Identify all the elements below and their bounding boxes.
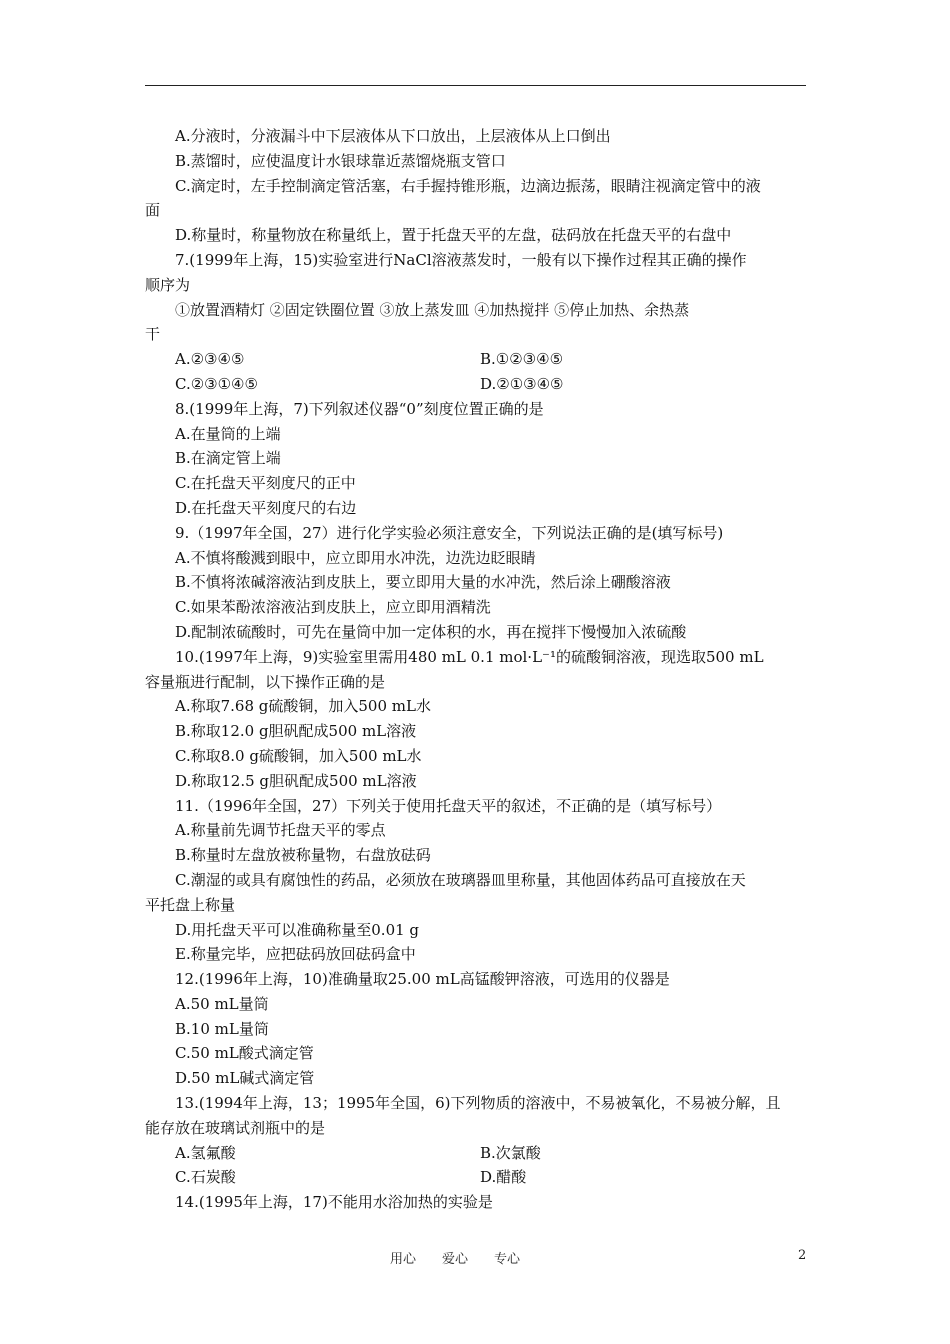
text-line-continuation: 容量瓶进行配制，以下操作正确的是 — [145, 672, 386, 691]
text-line: D.称取12.5 g胆矾配成500 mL溶液 — [175, 771, 417, 790]
text-line: C.50 mL酸式滴定管 — [175, 1044, 314, 1063]
option-pair — [145, 372, 806, 397]
text-line: B.称取12.0 g胆矾配成500 mL溶液 — [175, 722, 417, 741]
footer-motto — [390, 1248, 520, 1267]
footer-word: 爱心 — [442, 1252, 469, 1267]
text-line: A.称取7.68 g硫酸铜，加入500 mL水 — [175, 697, 431, 716]
text-line: D.配制浓硫酸时，可先在量筒中加一定体积的水，再在搅拌下慢慢加入浓硫酸 — [175, 622, 687, 641]
text-line: 11.（1996年全国，27）下列关于使用托盘天平的叙述，不正确的是（填写标号） — [175, 796, 722, 815]
text-line: A.50 mL量筒 — [175, 994, 269, 1013]
text-line: B.蒸馏时，应使温度计水银球靠近蒸馏烧瓶支管口 — [175, 151, 506, 170]
text-line: C.潮湿的或具有腐蚀性的药品，必须放在玻璃器皿里称量，其他固体药品可直接放在天 — [175, 870, 746, 889]
document-body — [145, 124, 806, 1215]
option-pair — [145, 1165, 806, 1190]
option-left: C.②③①④⑤ — [175, 374, 258, 393]
option-pair — [145, 347, 806, 372]
footer-word: 用心 — [390, 1252, 417, 1267]
text-line: B.称量时左盘放被称量物，右盘放砝码 — [175, 846, 431, 865]
text-line: D.称量时，称量物放在称量纸上，置于托盘天平的左盘，砝码放在托盘天平的右盘中 — [175, 226, 732, 245]
text-line: C.在托盘天平刻度尺的正中 — [175, 474, 356, 493]
text-line: B.10 mL量筒 — [175, 1019, 269, 1038]
text-line: D.在托盘天平刻度尺的右边 — [175, 498, 357, 517]
header-rule — [145, 85, 806, 86]
text-line: 14.(1995年上海，17)不能用水浴加热的实验是 — [175, 1193, 493, 1212]
option-left: C.石炭酸 — [175, 1168, 236, 1187]
text-line: ①放置酒精灯 ②固定铁圈位置 ③放上蒸发皿 ④加热搅拌 ⑤停止加热、余热蒸 — [175, 300, 690, 319]
text-line-continuation: 平托盘上称量 — [145, 895, 236, 914]
text-line: 8.(1999年上海，7)下列叙述仪器“0”刻度位置正确的是 — [175, 399, 544, 418]
footer-word: 专心 — [494, 1252, 521, 1267]
text-line: 12.(1996年上海，10)准确量取25.00 mL高锰酸钾溶液，可选用的仪器是 — [175, 970, 670, 989]
text-line: E.称量完毕，应把砝码放回砝码盒中 — [175, 945, 416, 964]
text-line: 9.（1997年全国，27）进行化学实验必须注意安全，下列说法正确的是(填写标号) — [175, 523, 724, 542]
page-number: 2 — [798, 1248, 807, 1263]
text-line-continuation: 能存放在玻璃试剂瓶中的是 — [145, 1118, 326, 1137]
text-line: D.用托盘天平可以准确称量至0.01 g — [175, 920, 420, 939]
text-line-continuation: 干 — [145, 325, 161, 344]
text-line-continuation: 面 — [145, 201, 161, 220]
text-line: D.50 mL碱式滴定管 — [175, 1069, 315, 1088]
option-right: B.①②③④⑤ — [480, 350, 564, 369]
option-right: D.醋酸 — [480, 1168, 527, 1187]
text-line: 13.(1994年上海，13；1995年全国，6)下列物质的溶液中，不易被氧化，不易被分解，且 — [175, 1094, 781, 1113]
text-line: C.滴定时，左手控制滴定管活塞，右手握持锥形瓶，边滴边振荡，眼睛注视滴定管中的液 — [175, 176, 761, 195]
text-line: 10.(1997年上海，9)实验室里需用480 mL 0.1 mol·L⁻¹的硫酸铜溶液，现选取500 mL — [175, 647, 764, 666]
text-line: A.在量筒的上端 — [175, 424, 281, 443]
text-line: B.在滴定管上端 — [175, 449, 281, 468]
option-pair — [145, 1141, 806, 1166]
text-line: A.分液时，分液漏斗中下层液体从下口放出，上层液体从上口倒出 — [175, 127, 611, 145]
text-line: A.不慎将酸溅到眼中，应立即用水冲洗，边洗边眨眼睛 — [175, 548, 536, 567]
text-line: B.不慎将浓碱溶液沾到皮肤上，要立即用大量的水冲洗，然后涂上硼酸溶液 — [175, 573, 671, 592]
text-line: C.称取8.0 g硫酸铜，加入500 mL水 — [175, 746, 422, 765]
option-right: D.②①③④⑤ — [480, 374, 564, 393]
option-left: A.氢氟酸 — [175, 1143, 236, 1162]
text-line-continuation: 顺序为 — [145, 275, 191, 294]
text-line: C.如果苯酚浓溶液沾到皮肤上，应立即用酒精洗 — [175, 598, 491, 617]
text-line: 7.(1999年上海，15)实验室进行NaCl溶液蒸发时，一般有以下操作过程其正确的操作 — [175, 250, 747, 269]
option-left: A.②③④⑤ — [175, 350, 245, 369]
text-line: A.称量前先调节托盘天平的零点 — [175, 821, 386, 840]
option-right: B.次氯酸 — [480, 1143, 541, 1162]
